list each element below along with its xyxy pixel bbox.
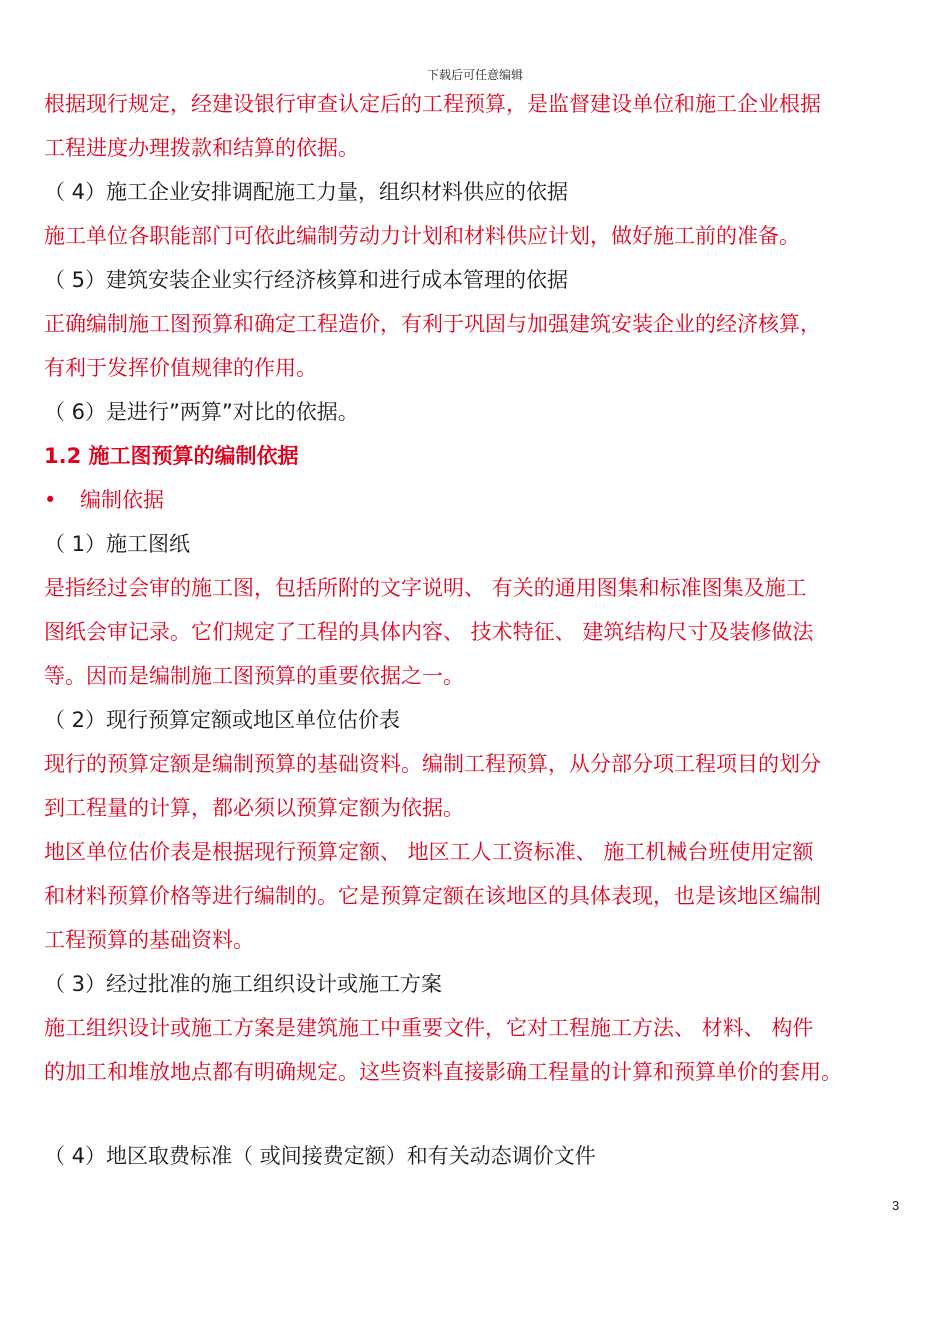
bullet-dot: • — [44, 488, 57, 512]
paragraph-line: 到工程量的计算，都必须以预算定额为依据。 — [44, 796, 464, 820]
page-number: 3 — [892, 1198, 900, 1213]
subheading-3: （ 3）经过批准的施工组织设计或施工方案 — [44, 972, 443, 996]
paragraph-line: 图纸会审记录。它们规定了工程的具体内容、 技术特征、 建筑结构尺寸及装修做法 — [44, 620, 814, 644]
subheading-4: （ 4）地区取费标准（ 或间接费定额）和有关动态调价文件 — [44, 1144, 596, 1168]
bullet-item — [44, 486, 934, 514]
paragraph-line: 是指经过会审的施工图，包括所附的文字说明、 有关的通用图集和标准图集及施工 — [44, 576, 807, 600]
paragraph-line: 有利于发挥价值规律的作用。 — [44, 356, 317, 380]
paragraph-line: 等。因而是编制施工图预算的重要依据之一。 — [44, 664, 464, 688]
paragraph-line: 施工组织设计或施工方案是建筑施工中重要文件，它对工程施工方法、 材料、 构件 — [44, 1016, 814, 1040]
paragraph-line: 工程预算的基础资料。 — [44, 928, 254, 952]
paragraph-line: 根据现行规定，经建设银行审查认定后的工程预算，是监督建设单位和施工企业根据 — [44, 92, 821, 116]
subheading-2: （ 2）现行预算定额或地区单位估价表 — [44, 708, 401, 732]
paragraph-line: 的加工和堆放地点都有明确规定。这些资料直接影确工程量的计算和预算单价的套用。 — [44, 1060, 842, 1084]
paragraph-line: 工程进度办理拨款和结算的依据。 — [44, 136, 359, 160]
section-heading-6: （ 6）是进行”两算”对比的依据。 — [44, 400, 359, 424]
section-heading-4: （ 4）施工企业安排调配施工力量，组织材料供应的依据 — [44, 180, 569, 204]
subheading-1: （ 1）施工图纸 — [44, 532, 191, 556]
page-header: 下载后可任意编辑 — [426, 68, 523, 82]
paragraph-line: 现行的预算定额是编制预算的基础资料。编制工程预算，从分部分项工程项目的划分 — [44, 752, 821, 776]
section-heading-5: （ 5）建筑安装企业实行经济核算和进行成本管理的依据 — [44, 268, 569, 292]
chapter-heading-1-2: 1.2 施工图预算的编制依据 — [44, 444, 299, 468]
paragraph-line: 施工单位各职能部门可依此编制劳动力计划和材料供应计划，做好施工前的准备。 — [44, 224, 800, 248]
paragraph-line: 和材料预算价格等进行编制的。它是预算定额在该地区的具体表现，也是该地区编制 — [44, 884, 821, 908]
paragraph-line: 地区单位估价表是根据现行预算定额、 地区工人工资标准、 施工机械台班使用定额 — [44, 840, 814, 864]
paragraph-line: 正确编制施工图预算和确定工程造价，有利于巩固与加强建筑安装企业的经济核算， — [44, 312, 821, 336]
bullet-text: 编制依据 — [80, 488, 164, 512]
